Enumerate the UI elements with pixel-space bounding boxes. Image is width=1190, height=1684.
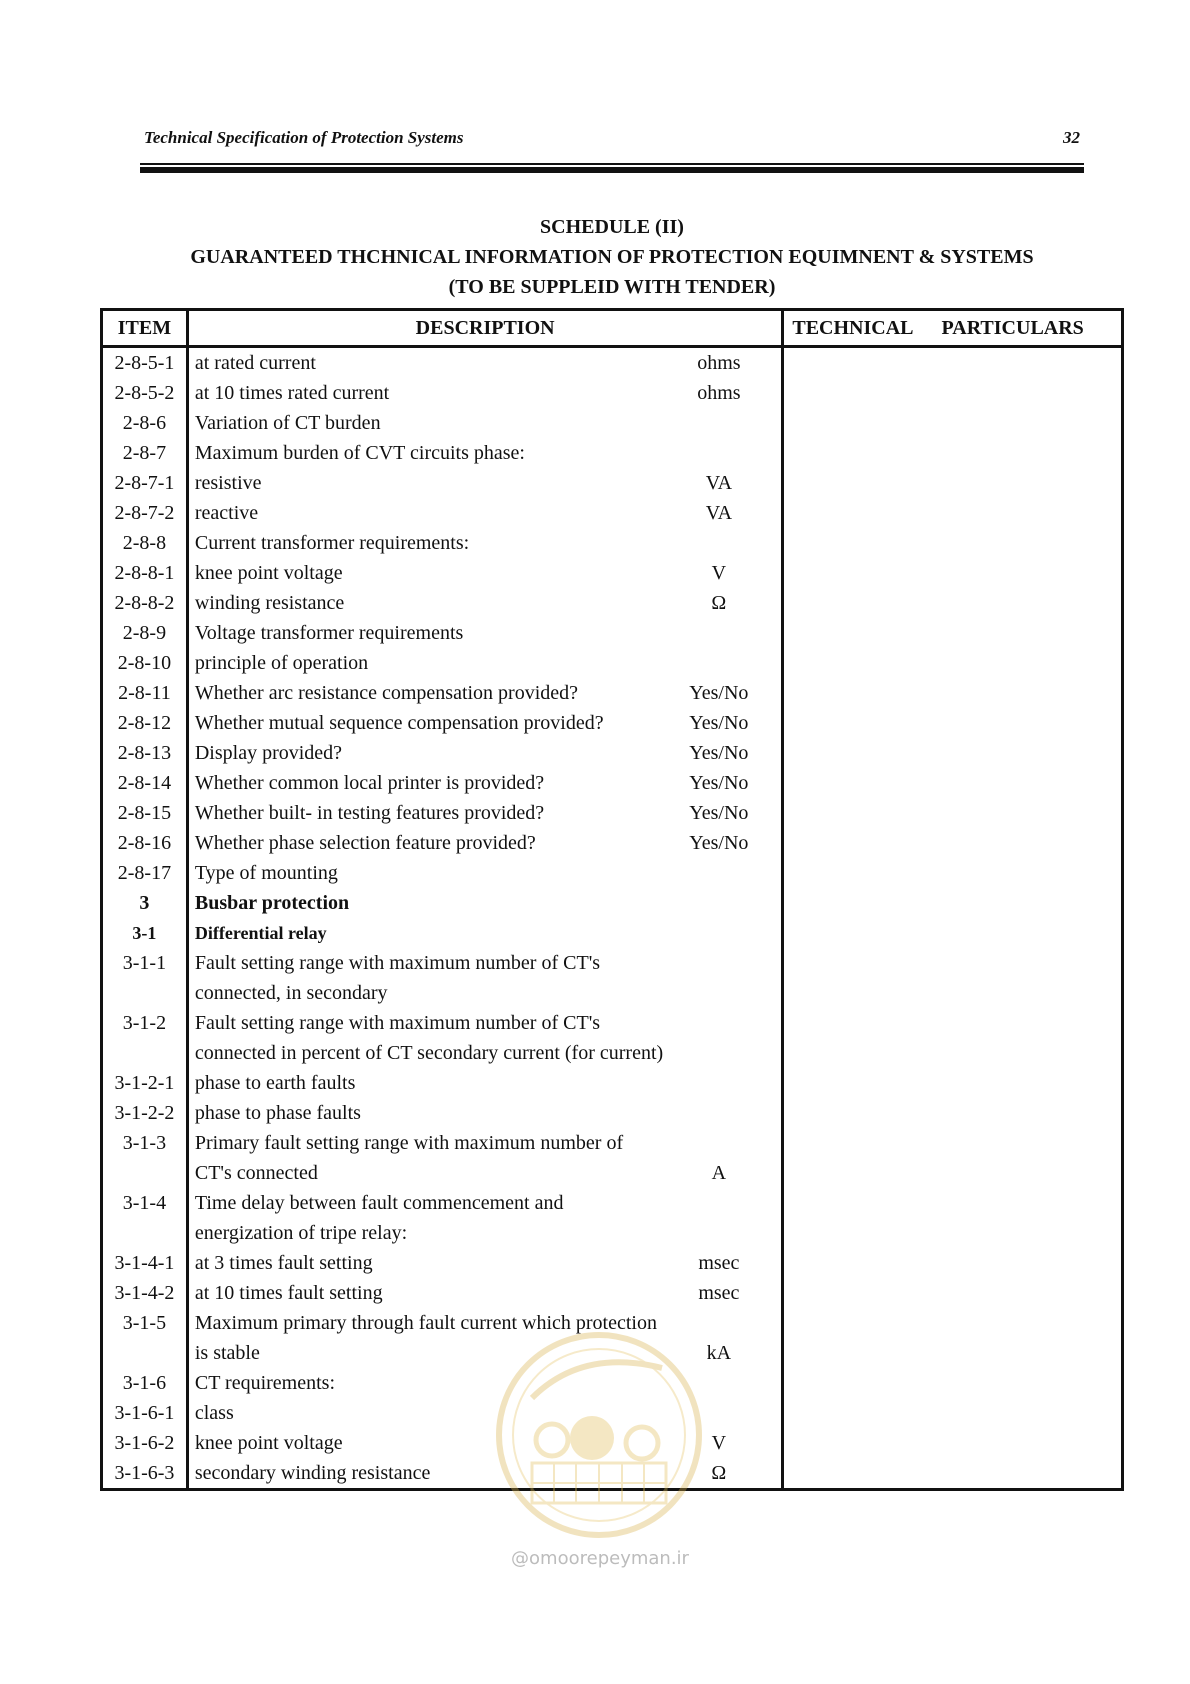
item-number: 2-8-8 [102, 528, 188, 558]
table-row [102, 798, 1123, 828]
table-row [102, 408, 1123, 438]
table-row [102, 858, 1123, 888]
table-body [102, 347, 1123, 1490]
technical-particulars-cell [783, 648, 1123, 678]
description-cell [187, 498, 783, 528]
table-header-row [102, 310, 1123, 347]
technical-particulars-cell [783, 768, 1123, 798]
item-number: 2-8-16 [102, 828, 188, 858]
unit-label: Yes/No [689, 742, 749, 764]
technical-particulars-cell [783, 798, 1123, 828]
description-cell [187, 798, 783, 828]
description-cell [187, 378, 783, 408]
description-cell [187, 888, 783, 918]
item-number: 2-8-14 [102, 768, 188, 798]
technical-particulars-cell [783, 558, 1123, 588]
unit-label: Yes/No [689, 682, 749, 704]
description-text: Voltage transformer requirements [194, 622, 464, 644]
description-cell [187, 828, 783, 858]
item-number: 2-8-5-1 [102, 347, 188, 379]
technical-particulars-cell [783, 1008, 1123, 1068]
technical-particulars-cell [783, 738, 1123, 768]
page-header [140, 124, 1084, 148]
description-text: knee point voltage [194, 562, 343, 584]
description-text: Maximum burden of CVT circuits phase: [194, 442, 525, 464]
item-number: 2-8-8-2 [102, 588, 188, 618]
table-row [102, 648, 1123, 678]
description-text: Type of mounting [194, 862, 338, 884]
unit-label: VA [705, 502, 733, 524]
item-number: 2-8-9 [102, 618, 188, 648]
item-number: 3-1-5 [102, 1308, 188, 1368]
item-number: 2-8-17 [102, 858, 188, 888]
schedule-titles [100, 212, 1124, 302]
item-number: 2-8-6 [102, 408, 188, 438]
header-rule-thick [140, 167, 1084, 173]
technical-particulars-cell [783, 618, 1123, 648]
description-text: Whether phase selection feature provided? [194, 832, 536, 854]
technical-particulars-cell [783, 708, 1123, 738]
table-row [102, 618, 1123, 648]
description-text: CT requirements: [194, 1372, 336, 1394]
description-cell [187, 1068, 783, 1098]
technical-particulars-cell [783, 378, 1123, 408]
item-number: 3-1-6-3 [102, 1458, 188, 1490]
description-text: knee point voltage [194, 1432, 343, 1454]
description-text: Whether built- in testing features provided? [194, 802, 545, 824]
table-row [102, 528, 1123, 558]
item-number: 3-1-2-1 [102, 1068, 188, 1098]
item-number: 2-8-7-1 [102, 468, 188, 498]
description-text: phase to earth faults [194, 1072, 356, 1094]
description-cell [187, 558, 783, 588]
description-cell [187, 528, 783, 558]
table-row [102, 708, 1123, 738]
description-cell [187, 1128, 783, 1188]
table-row [102, 888, 1123, 918]
description-text: Fault setting range with maximum number of CT's connected in percent of CT secondary current (for current) [194, 1012, 664, 1064]
technical-particulars-cell [783, 438, 1123, 468]
table-row [102, 1008, 1123, 1068]
unit-label: msec [698, 1282, 740, 1304]
item-number: 3-1-6 [102, 1368, 188, 1398]
description-text: at 10 times fault setting [194, 1282, 383, 1304]
technical-particulars-cell [783, 1398, 1123, 1428]
description-cell [187, 618, 783, 648]
technical-particulars-cell [783, 408, 1123, 438]
description-cell [187, 588, 783, 618]
table-row [102, 1128, 1123, 1188]
table-row [102, 738, 1123, 768]
table-row [102, 828, 1123, 858]
description-text: Whether mutual sequence compensation provided? [194, 712, 604, 734]
technical-particulars-cell [783, 948, 1123, 1008]
item-number: 2-8-10 [102, 648, 188, 678]
table-row [102, 678, 1123, 708]
description-cell [187, 1188, 783, 1248]
item-number: 2-8-12 [102, 708, 188, 738]
item-number: 3-1 [102, 918, 188, 948]
technical-particulars-cell [783, 1128, 1123, 1188]
description-cell [187, 918, 783, 948]
description-text: Current transformer requirements: [194, 532, 470, 554]
table-row [102, 1068, 1123, 1098]
header-title: Technical Specification of Protection Systems [144, 128, 464, 147]
description-text: secondary winding resistance [194, 1462, 431, 1484]
item-number: 3-1-4-2 [102, 1278, 188, 1308]
header-technical: TECHNICAL [792, 316, 914, 339]
description-text: principle of operation [194, 652, 369, 674]
item-number: 3-1-2-2 [102, 1098, 188, 1128]
watermark-caption: @omoorepeyman.ir [511, 1548, 689, 1569]
item-number: 3-1-6-2 [102, 1428, 188, 1458]
table-row [102, 1278, 1123, 1308]
description-text: Whether common local printer is provided? [194, 772, 545, 794]
page-number: 32 [1063, 128, 1080, 147]
technical-particulars-cell [783, 858, 1123, 888]
table-row [102, 1098, 1123, 1128]
header-description: DESCRIPTION [187, 310, 783, 347]
item-number: 3-1-6-1 [102, 1398, 188, 1428]
technical-particulars-cell [783, 1248, 1123, 1278]
technical-particulars-cell [783, 1098, 1123, 1128]
description-cell [187, 858, 783, 888]
schedule-title: SCHEDULE (II) [540, 216, 684, 238]
technical-particulars-cell [783, 498, 1123, 528]
technical-particulars-cell [783, 1188, 1123, 1248]
technical-particulars-cell [783, 588, 1123, 618]
table-row [102, 948, 1123, 1008]
description-cell [187, 708, 783, 738]
description-text: at 10 times rated current [194, 382, 390, 404]
table-row [102, 438, 1123, 468]
table-row [102, 588, 1123, 618]
technical-particulars-cell [783, 528, 1123, 558]
description-cell [187, 347, 783, 379]
unit-label: msec [698, 1252, 740, 1274]
unit-label: A [711, 1162, 727, 1184]
technical-particulars-cell [783, 888, 1123, 918]
table-row [102, 468, 1123, 498]
unit-label: Yes/No [689, 832, 749, 854]
description-cell [187, 438, 783, 468]
item-number: 3-1-2 [102, 1008, 188, 1068]
unit-label: ohms [697, 352, 741, 374]
item-number: 3-1-4 [102, 1188, 188, 1248]
unit-label: ohms [697, 382, 741, 404]
description-cell [187, 1098, 783, 1128]
seal-icon [492, 1328, 706, 1542]
description-text: Busbar protection [194, 892, 350, 914]
description-cell [187, 468, 783, 498]
description-cell [187, 648, 783, 678]
description-cell [187, 738, 783, 768]
technical-particulars-cell [783, 1068, 1123, 1098]
description-cell [187, 948, 783, 1008]
item-number: 3-1-3 [102, 1128, 188, 1188]
table-row [102, 498, 1123, 528]
technical-particulars-cell [783, 1278, 1123, 1308]
unit-label: Yes/No [689, 772, 749, 794]
unit-label: V [711, 1432, 727, 1454]
technical-particulars-cell [783, 828, 1123, 858]
table-row [102, 1248, 1123, 1278]
description-text: Differential relay [194, 923, 327, 943]
technical-particulars-cell [783, 347, 1123, 379]
technical-particulars-cell [783, 678, 1123, 708]
unit-label: kA [706, 1342, 732, 1364]
header-particulars: PARTICULARS [941, 316, 1084, 339]
item-number: 2-8-13 [102, 738, 188, 768]
item-number: 3 [102, 888, 188, 918]
table-row [102, 918, 1123, 948]
description-text: Display provided? [194, 742, 343, 764]
header-technical-particulars [783, 310, 1123, 347]
item-number: 2-8-5-2 [102, 378, 188, 408]
table-row [102, 1188, 1123, 1248]
description-text: at rated current [194, 352, 316, 374]
technical-particulars-cell [783, 468, 1123, 498]
unit-label: VA [705, 472, 733, 494]
table-row [102, 347, 1123, 379]
header-item: ITEM [102, 310, 188, 347]
technical-particulars-cell [783, 1308, 1123, 1368]
description-text: class [194, 1402, 234, 1424]
schedule-subtitle: GUARANTEED THCHNICAL INFORMATION OF PROTECTION EQUIMNENT & SYSTEMS [190, 246, 1034, 268]
description-cell [187, 1278, 783, 1308]
watermark-seal [492, 1328, 706, 1542]
technical-particulars-cell [783, 1368, 1123, 1398]
description-text: phase to phase faults [194, 1102, 361, 1124]
table-row [102, 558, 1123, 588]
description-text: Primary fault setting range with maximum number of CT's connected [194, 1132, 624, 1184]
description-cell [187, 1248, 783, 1278]
description-text: reactive [194, 502, 259, 524]
item-number: 2-8-8-1 [102, 558, 188, 588]
description-cell [187, 408, 783, 438]
unit-label: V [711, 562, 727, 584]
item-number: 2-8-7 [102, 438, 188, 468]
item-number: 2-8-7-2 [102, 498, 188, 528]
technical-particulars-cell [783, 918, 1123, 948]
technical-particulars-cell [783, 1458, 1123, 1490]
description-text: Maximum primary through fault current which protection is stable [194, 1312, 657, 1364]
table-row [102, 378, 1123, 408]
unit-label: Yes/No [689, 802, 749, 824]
unit-label: Ω [711, 1462, 727, 1484]
description-text: Time delay between fault commencement and energization of tripe relay: [194, 1192, 564, 1244]
description-text: Whether arc resistance compensation provided? [194, 682, 579, 704]
description-cell [187, 1008, 783, 1068]
description-cell [187, 768, 783, 798]
unit-label: Ω [711, 592, 727, 614]
item-number: 3-1-4-1 [102, 1248, 188, 1278]
schedule-note: (TO BE SUPPLEID WITH TENDER) [448, 276, 776, 298]
description-text: resistive [194, 472, 262, 494]
item-number: 2-8-15 [102, 798, 188, 828]
item-number: 3-1-1 [102, 948, 188, 1008]
description-text: at 3 times fault setting [194, 1252, 373, 1274]
technical-particulars-cell [783, 1428, 1123, 1458]
header-rule-thin [140, 163, 1084, 165]
item-number: 2-8-11 [102, 678, 188, 708]
description-text: winding resistance [194, 592, 345, 614]
table-row [102, 768, 1123, 798]
schedule-table [100, 308, 1124, 1491]
description-text: Fault setting range with maximum number of CT's connected, in secondary [194, 952, 601, 1004]
description-cell [187, 678, 783, 708]
unit-label: Yes/No [689, 712, 749, 734]
description-text: Variation of CT burden [194, 412, 381, 434]
